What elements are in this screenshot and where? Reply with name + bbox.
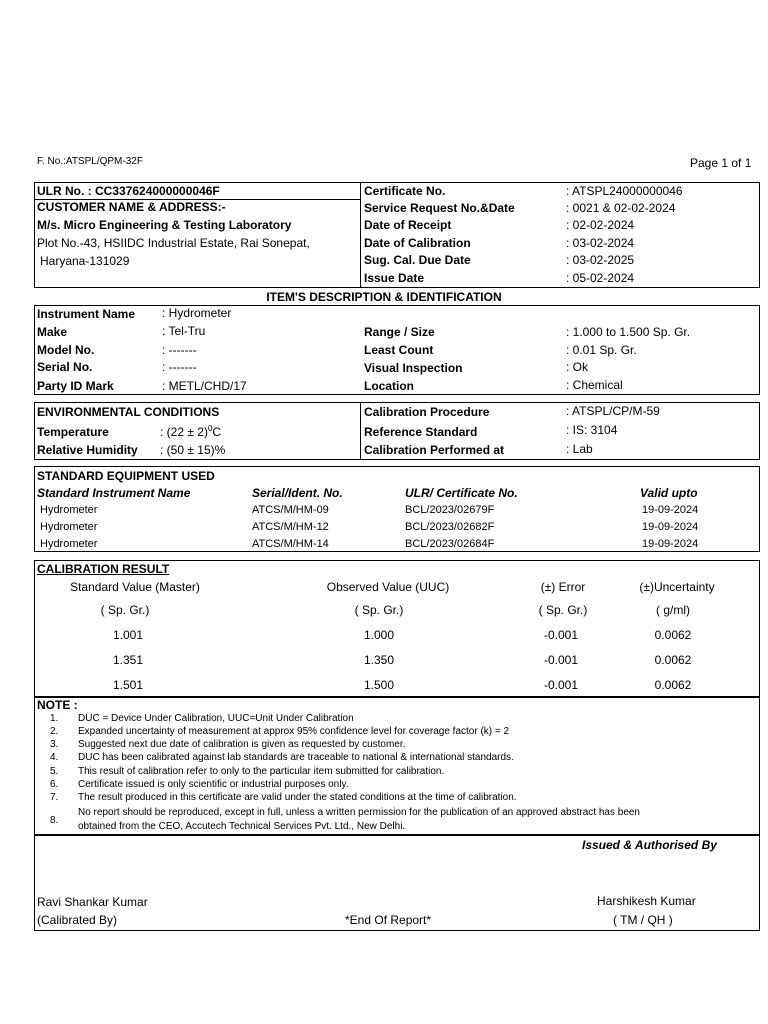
equipment-name: Hydrometer [40, 504, 98, 516]
certificate-no-label: Certificate No. [364, 184, 446, 198]
equipment-valid: 19-09-2024 [642, 521, 699, 533]
note-text: Expanded uncertainty of measurement at approx 95% confidence level for coverage factor (k) = 2 [78, 726, 510, 737]
equipment-header-serial: Serial/Ident. No. [252, 486, 343, 500]
customer-name: M/s. Micro Engineering & Testing Laboratory [37, 218, 292, 232]
error-value: -0.001 [543, 628, 579, 642]
note-number: 5. [50, 766, 59, 777]
serial-no-label: Serial No. [37, 360, 93, 374]
location-value: : Chemical [566, 378, 623, 392]
note-text: DUC = Device Under Calibration, UUC=Unit Under Calibration [78, 713, 354, 724]
result-unit-observed: ( Sp. Gr.) [354, 603, 404, 617]
note-text: DUC has been calibrated against lab standards are traceable to national & international standards. [78, 752, 514, 763]
equipment-name: Hydrometer [40, 538, 98, 550]
date-of-calibration-value: : 03-02-2024 [566, 236, 635, 250]
make-label: Make [37, 325, 68, 339]
party-id-label: Party ID Mark [37, 379, 114, 393]
date-of-receipt-label: Date of Receipt [364, 218, 452, 232]
observed-value: 1.350 [363, 653, 395, 667]
note-text: Suggested next due date of calibration is given as requested by customer. [78, 739, 406, 750]
calibrator-name: Ravi Shankar Kumar [37, 895, 148, 909]
model-no-label: Model No. [37, 343, 95, 357]
model-no-value: : ------- [162, 343, 197, 357]
equipment-serial: ATCS/M/HM-14 [252, 538, 329, 550]
serial-no-value: : ------- [162, 360, 197, 374]
result-header-observed: Observed Value (UUC) [326, 580, 450, 594]
note-number: 4. [50, 752, 59, 763]
customer-address-line1: Plot No.-43, HSIIDC Industrial Estate, Rai Sonepat, [37, 236, 310, 250]
due-date-value: : 03-02-2025 [566, 253, 635, 267]
least-count-value: : 0.01 Sp. Gr. [566, 343, 637, 357]
customer-address-line2: Haryana-131029 [40, 254, 130, 268]
form-number: F. No.:ATSPL/QPM-32F [37, 156, 143, 167]
result-unit-uncertainty: ( g/ml) [656, 603, 690, 617]
result-header-uncertainty: (±)Uncertainty [639, 580, 715, 594]
reference-standard-label: Reference Standard [364, 425, 478, 439]
result-title: CALIBRATION RESULT [37, 562, 170, 576]
notes-title: NOTE : [37, 698, 78, 712]
visual-inspection-label: Visual Inspection [364, 361, 463, 375]
equipment-header-valid: Valid upto [640, 486, 698, 500]
temperature-label: Temperature [37, 425, 109, 439]
instrument-name-value: : Hydrometer [162, 306, 232, 320]
note-number: 6. [50, 779, 59, 790]
uncertainty-value: 0.0062 [654, 653, 692, 667]
error-value: -0.001 [543, 653, 579, 667]
note-text: This result of calibration refer to only to the particular item submitted for calibration. [78, 766, 445, 777]
equipment-certificate: BCL/2023/02684F [405, 538, 495, 550]
equipment-valid: 19-09-2024 [642, 538, 699, 550]
due-date-label: Sug. Cal. Due Date [364, 253, 471, 267]
error-value: -0.001 [543, 678, 579, 692]
equipment-certificate: BCL/2023/02679F [405, 504, 495, 516]
item-section-title: ITEM'S DESCRIPTION & IDENTIFICATION [266, 290, 502, 304]
uncertainty-value: 0.0062 [654, 628, 692, 642]
note-text-line1: No report should be reproduced, except in full, unless a written permission for the publication of an approved abstract has been [78, 807, 640, 818]
least-count-label: Least Count [364, 343, 434, 357]
calibration-procedure-label: Calibration Procedure [364, 405, 490, 419]
temperature-value: : $(22 \pm 2)^0C$ [160, 424, 222, 439]
environment-title: ENVIRONMENTAL CONDITIONS [37, 405, 220, 419]
equipment-header-name: Standard Instrument Name [37, 486, 191, 500]
date-of-receipt-value: : 02-02-2024 [566, 218, 635, 232]
result-unit-standard: ( Sp. Gr.) [100, 603, 150, 617]
date-of-calibration-label: Date of Calibration [364, 236, 471, 250]
end-of-report: *End Of Report* [345, 913, 432, 927]
equipment-name: Hydrometer [40, 521, 98, 533]
instrument-name-label: Instrument Name [37, 307, 136, 321]
standard-value: 1.001 [112, 628, 144, 642]
observed-value: 1.500 [363, 678, 395, 692]
humidity-value: : (50 ± 15)% [160, 443, 226, 457]
equipment-header-certificate: ULR/ Certificate No. [405, 486, 518, 500]
note-text: Certificate issued is only scientific or industrial purposes only. [78, 779, 349, 790]
calibrator-role: (Calibrated By) [37, 913, 118, 927]
observed-value: 1.000 [363, 628, 395, 642]
equipment-serial: ATCS/M/HM-09 [252, 504, 329, 516]
visual-inspection-value: : Ok [566, 360, 589, 374]
equipment-certificate: BCL/2023/02682F [405, 521, 495, 533]
authoriser-role: ( TM / QH ) [613, 913, 673, 927]
service-request-value: : 0021 & 02-02-2024 [566, 201, 676, 215]
result-header-standard: Standard Value (Master) [70, 580, 200, 594]
note-text-line2: obtained from the CEO, Accutech Technical Services Pvt. Ltd., New Delhi. [78, 821, 406, 832]
performed-at-value: : Lab [566, 442, 593, 456]
customer-heading: CUSTOMER NAME & ADDRESS:- [37, 200, 226, 214]
standard-value: 1.501 [112, 678, 144, 692]
certificate-no-value: : ATSPL24000000046 [566, 184, 683, 198]
issue-date-label: Issue Date [364, 271, 425, 285]
range-label: Range / Size [364, 325, 435, 339]
issue-date-value: : 05-02-2024 [566, 271, 635, 285]
make-value: : Tel-Tru [162, 324, 206, 338]
result-unit-error: ( Sp. Gr.) [538, 603, 588, 617]
uncertainty-value: 0.0062 [654, 678, 692, 692]
reference-standard-value: : IS: 3104 [566, 423, 618, 437]
note-number: 2. [50, 726, 59, 737]
service-request-label: Service Request No.&Date [364, 201, 515, 215]
note-number: 7. [50, 792, 59, 803]
issued-authorised-label: Issued & Authorised By [582, 838, 717, 852]
ulr-number: ULR No. : CC337624000000046F [37, 184, 220, 198]
note-number: 1. [50, 713, 59, 724]
authoriser-name: Harshikesh Kumar [597, 894, 696, 908]
equipment-title: STANDARD EQUIPMENT USED [37, 469, 215, 483]
result-header-error: (±) Error [540, 580, 586, 594]
performed-at-label: Calibration Performed at [364, 443, 505, 457]
calibration-procedure-value: : ATSPL/CP/M-59 [566, 404, 660, 418]
note-text: The result produced in this certificate are valid under the stated conditions at the time of calibration. [78, 792, 517, 803]
equipment-serial: ATCS/M/HM-12 [252, 521, 329, 533]
range-value: : 1.000 to 1.500 Sp. Gr. [566, 325, 691, 339]
location-label: Location [364, 379, 414, 393]
humidity-label: Relative Humidity [37, 443, 138, 457]
page-number: Page 1 of 1 [690, 156, 752, 170]
note-number: 3. [50, 739, 59, 750]
note-number: 8. [50, 815, 59, 826]
equipment-valid: 19-09-2024 [642, 504, 699, 516]
standard-value: 1.351 [112, 653, 144, 667]
party-id-value: : METL/CHD/17 [162, 379, 247, 393]
